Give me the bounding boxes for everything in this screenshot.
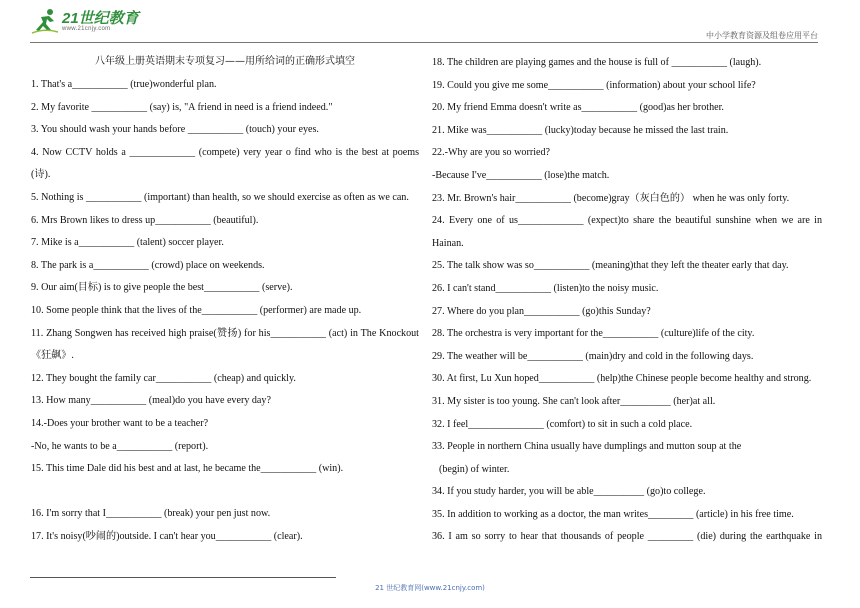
question-line: 19. Could you give me some___________ (information) about your school life? <box>432 79 756 91</box>
question-line: 5. Nothing is ___________ (important) than health, so we should exercise as often as we can. <box>31 191 409 203</box>
question-line: 36. I am so sorry to hear that thousands of people _________ (die) during the earthquake in <box>432 531 822 543</box>
question-line: 31. My sister is too young. She can't look after__________ (her)at all. <box>432 395 716 407</box>
blank-line <box>31 481 419 504</box>
question-line: 11. Zhang Songwen has received high praise(赞扬) for his___________ (act) in The Knockout <box>31 327 419 339</box>
bottom-rule <box>30 577 336 578</box>
question-line: 30. At first, Lu Xun hoped___________ (help)the Chinese people become healthy and strong. <box>432 373 812 385</box>
question-line: 13. How many___________ (meal)do you have every day? <box>31 395 271 407</box>
question-line: 25. The talk show was so___________ (meaning)that they left the theater early that day. <box>432 260 789 272</box>
question-line: 24. Every one of us_____________ (expect)to share the beautiful sunshine when we are in <box>432 215 822 227</box>
logo-text: 21世纪教育 <box>62 9 139 27</box>
question-line: 20. My friend Emma doesn't write as___________ (good)as her brother. <box>432 102 724 114</box>
worksheet-title: 八年级上册英语期末专项复习——用所给词的正确形式填空 <box>95 56 355 67</box>
question-line: 15. This time Dale did his best and at last, he became the___________ (win). <box>31 463 344 475</box>
question-line: 35. In addition to working as a doctor, the man writes_________ (article) in his free time. <box>432 508 794 520</box>
question-line: 16. I'm sorry that I___________ (break) your pen just now. <box>31 508 271 520</box>
question-line: 22.-Why are you so worried? <box>432 147 551 159</box>
left-column <box>31 52 419 548</box>
question-line: 《狂飙》. <box>31 350 74 362</box>
question-line: 27. Where do you plan___________ (go)this Sunday? <box>432 305 651 317</box>
right-column <box>432 52 822 549</box>
question-line: 1. That's a___________ (true)wonderful plan. <box>31 79 217 90</box>
question-line: 8. The park is a___________ (crowd) place on weekends. <box>31 259 265 271</box>
question-line: 2. My favorite ___________ (say) is, "A friend in need is a friend indeed." <box>31 101 333 113</box>
runner-logo-icon <box>30 8 60 34</box>
question-line: 10. Some people think that the lives of the___________ (performer) are made up. <box>31 304 362 316</box>
question-line: 26. I can't stand___________ (listen)to the noisy music. <box>432 282 659 294</box>
site-logo <box>30 8 139 34</box>
question-line: 23. Mr. Brown's hair___________ (become)gray（灰白色的） when he was only forty. <box>432 192 790 204</box>
question-line: 14.-Does your brother want to be a teacher? <box>31 417 209 429</box>
question-line: 3. You should wash your hands before ___________ (touch) your eyes. <box>31 124 319 136</box>
question-line: 12. They bought the family car___________ (cheap) and quickly. <box>31 372 296 384</box>
question-line: (诗). <box>31 169 51 181</box>
question-line: 18. The children are playing games and the house is full of ___________ (laugh). <box>432 57 762 68</box>
logo-url: www.21cnjy.com <box>62 25 111 32</box>
question-line: 34. If you study harder, you will be able__________ (go)to college. <box>432 486 706 498</box>
question-line: Hainan. <box>432 237 464 249</box>
question-line: 33. People in northern China usually have dumplings and mutton soup at the <box>432 441 742 453</box>
question-line: 6. Mrs Brown likes to dress up___________ (beautiful). <box>31 214 259 226</box>
question-line: (begin) of winter. <box>439 463 510 475</box>
question-line: 4. Now CCTV holds a _____________ (compete) very year o find who is the best at poems <box>31 146 419 158</box>
question-line: 28. The orchestra is very important for the___________ (culture)life of the city. <box>432 328 755 340</box>
question-line: 29. The weather will be___________ (main)dry and cold in the following days. <box>432 350 754 362</box>
question-line: 32. I feel_______________ (comfort) to sit in such a cold place. <box>432 418 693 430</box>
page-header <box>0 0 860 44</box>
footer-text: 21 世纪教育网(www.21cnjy.com) <box>375 584 485 592</box>
header-divider <box>30 42 818 43</box>
question-line: 9. Our aim(目标) is to give people the best___________ (serve). <box>31 282 293 294</box>
question-line: 21. Mike was___________ (lucky)today because he missed the last train. <box>432 124 729 136</box>
platform-caption: 中小学教育资源及组卷应用平台 <box>706 31 818 40</box>
question-line: -No, he wants to be a___________ (report). <box>31 440 209 452</box>
question-line: 7. Mike is a___________ (talent) soccer player. <box>31 237 224 249</box>
question-line: -Because I've___________ (lose)the match. <box>432 169 610 181</box>
question-line: 17. It's noisy(吵闹的)outside. I can't hear you___________ (clear). <box>31 530 303 542</box>
